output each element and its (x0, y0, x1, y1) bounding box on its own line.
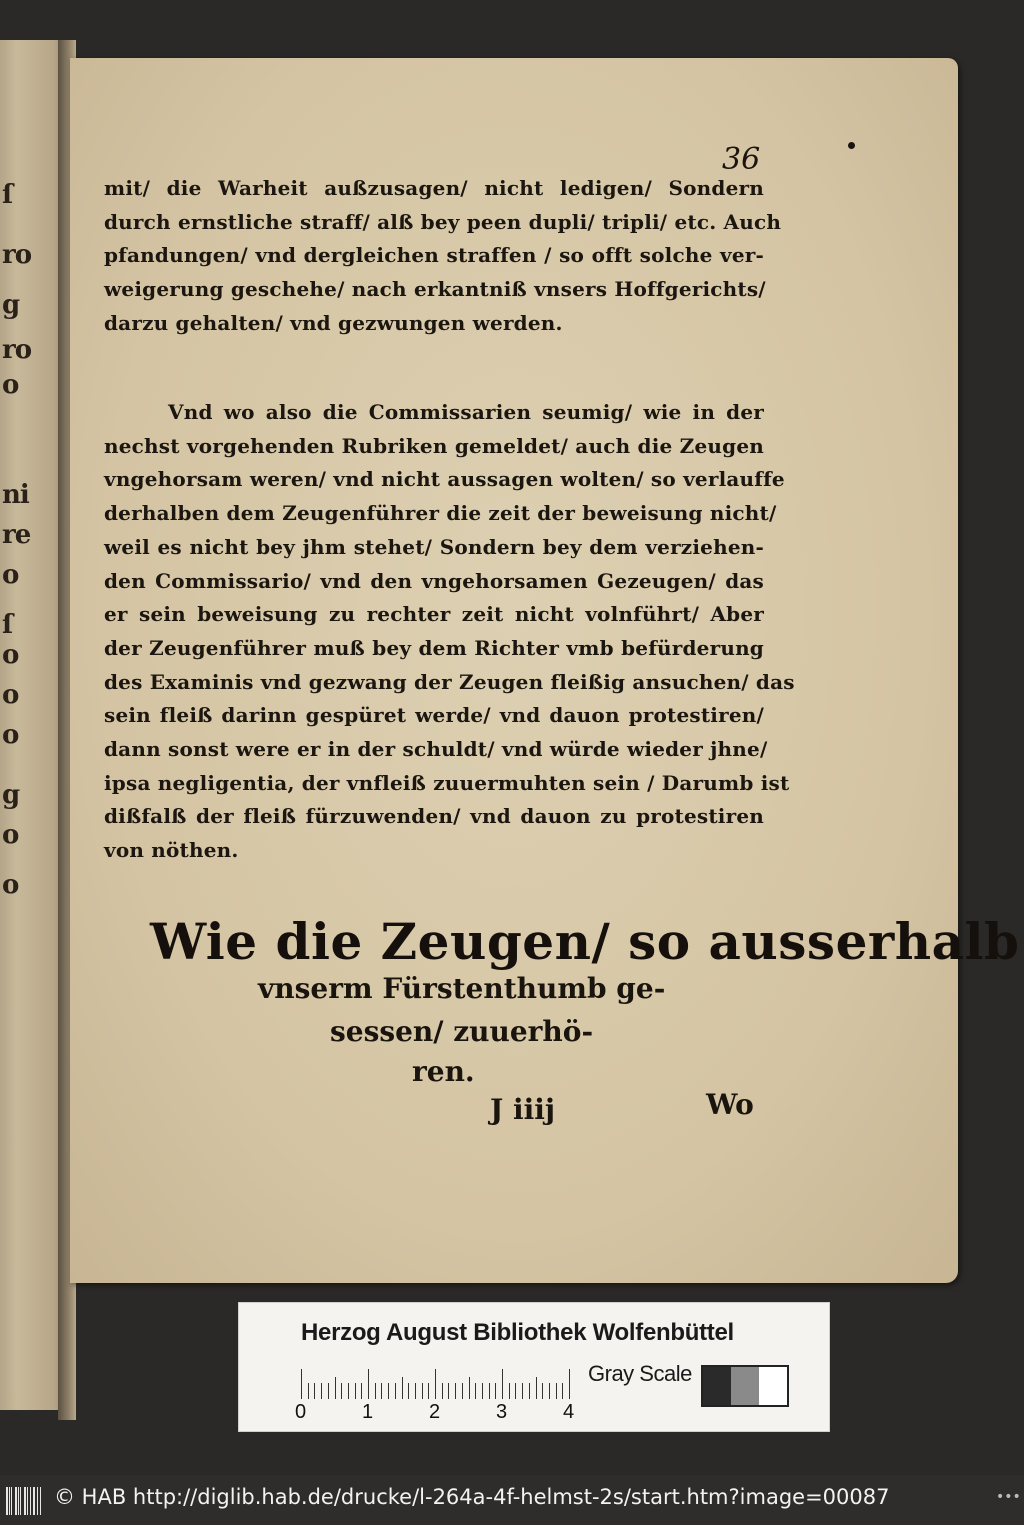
ruler-tick (375, 1383, 376, 1399)
ruler-number: 1 (362, 1401, 374, 1423)
left-page-text-fragment: ro (2, 240, 32, 270)
barcode-bar (24, 1487, 26, 1515)
left-page-text-fragment: ro (2, 335, 32, 365)
ruler-tick (462, 1383, 463, 1399)
ruler-tick (335, 1377, 336, 1399)
barcode-bar (18, 1487, 19, 1515)
text-line: den Commissario/ vnd den vngehorsamen Gezeugen/ das (104, 568, 764, 593)
text-line: des Examinis vnd gezwang der Zeugen fleißig ansuchen/ das (104, 669, 795, 694)
text-line: durch ernstliche straff/ alß bey peen dupli/ tripli/ etc. Auch (104, 209, 782, 234)
ruler-tick (422, 1383, 423, 1399)
left-page-text-fragment: ſ (2, 180, 13, 210)
ruler-tick (569, 1369, 570, 1399)
text-line: mit/ die Warheit außzusagen/ nicht ledigen/ Sondern (104, 176, 764, 200)
ruler-tick (502, 1369, 503, 1399)
ruler-tick (341, 1383, 342, 1399)
ruler-tick (556, 1383, 557, 1399)
ruler-tick (448, 1383, 449, 1399)
ruler-tick (308, 1383, 309, 1399)
ruler-tick (536, 1377, 537, 1399)
ruler-tick (442, 1383, 443, 1399)
page-number: 36 (722, 142, 761, 177)
ruler-tick (489, 1383, 490, 1399)
barcode-bar (15, 1487, 17, 1515)
scale-ruler (301, 1363, 573, 1403)
left-page-text-fragment: o (2, 640, 19, 670)
ruler-tick (482, 1383, 483, 1399)
ruler-tick (549, 1383, 550, 1399)
gray-swatch-white (759, 1367, 787, 1405)
barcode-bar (27, 1487, 28, 1515)
card-title: Herzog August Bibliothek Wolfenbüttel (301, 1319, 734, 1346)
ruler-tick (395, 1383, 396, 1399)
ruler-tick (301, 1369, 302, 1399)
section-heading-line: ren. (412, 1055, 475, 1088)
barcode-bar (6, 1487, 8, 1515)
ruler-tick (408, 1383, 409, 1399)
ruler-tick (515, 1383, 516, 1399)
barcode-bar (37, 1487, 38, 1515)
ruler-tick (381, 1383, 382, 1399)
text-line: der Zeugenführer muß bey dem Richter vmb befürderung (104, 635, 764, 660)
text-line: derhalben dem Zeugenführer die zeit der beweisung nicht/ (104, 501, 777, 526)
ruler-tick (509, 1383, 510, 1399)
text-line: dißfalß der fleiß fürzuwenden/ vnd dauon zu protestiren (104, 804, 764, 829)
ruler-number: 3 (496, 1401, 508, 1423)
section-heading-line: vnserm Fürstenthumb ge- (258, 972, 666, 1005)
more-icon[interactable]: ••• (996, 1489, 1021, 1505)
barcode-icon (6, 1487, 46, 1515)
left-page-text-fragment: o (2, 370, 19, 400)
ruler-tick (455, 1383, 456, 1399)
text-line: pfandungen/ vnd dergleichen straffen / so offt solche ver- (104, 243, 764, 268)
left-page-text-fragment: o (2, 560, 19, 590)
ruler-tick (435, 1369, 436, 1399)
ruler-tick (415, 1383, 416, 1399)
text-line: von nöthen. (104, 838, 239, 863)
barcode-bar (20, 1487, 21, 1515)
left-page-text-fragment: o (2, 680, 19, 710)
signature-mark: J iiij (490, 1093, 556, 1126)
barcode-bar (9, 1487, 10, 1515)
text-line: sein fleiß darinn gespüret werde/ vnd dauon protestiren/ (104, 703, 764, 728)
ruler-tick (475, 1383, 476, 1399)
ruler-tick (368, 1369, 369, 1399)
text-line: vngehorsam weren/ vnd nicht aussagen wolten/ so verlauffe (104, 467, 785, 492)
left-page-text-fragment: o (2, 820, 19, 850)
text-line: dann sonst were er in der schuldt/ vnd würde wieder jhne/ (104, 737, 768, 762)
ruler-number: 0 (295, 1401, 307, 1423)
left-page-text-fragment: ſ (2, 610, 13, 640)
paragraph-2 (104, 396, 795, 868)
paragraph-1 (104, 172, 782, 341)
left-page-text-fragment: g (2, 290, 20, 320)
ruler-tick (402, 1377, 403, 1399)
gray-swatch-dark (703, 1367, 731, 1405)
text-line: weil es nicht bey jhm stehet/ Sondern bey dem verziehen- (104, 534, 764, 559)
gray-swatch-mid (731, 1367, 759, 1405)
left-page-text-fragment: o (2, 720, 19, 750)
barcode-bar (11, 1487, 12, 1515)
ruler-tick (361, 1383, 362, 1399)
gray-scale-swatches (701, 1365, 789, 1407)
ruler-tick (542, 1383, 543, 1399)
left-page-text-fragment: g (2, 780, 20, 810)
text-line: Vnd wo also die Commissarien seumig/ wie in der (168, 400, 764, 424)
ruler-tick (522, 1383, 523, 1399)
text-line: nechst vorgehenden Rubriken gemeldet/ auch die Zeugen (104, 433, 764, 458)
gray-scale-label: Gray Scale (588, 1361, 692, 1386)
text-line: darzu gehalten/ vnd gezwungen werden. (104, 310, 563, 335)
ruler-tick (469, 1377, 470, 1399)
ruler-tick (562, 1383, 563, 1399)
catchword: Wo (706, 1088, 754, 1121)
ruler-tick (355, 1383, 356, 1399)
barcode-bar (30, 1487, 31, 1515)
ruler-tick (529, 1383, 530, 1399)
ruler-number: 4 (563, 1401, 575, 1423)
section-heading: Wie die Zeugen/ so ausserhalb (150, 912, 1020, 971)
section-heading-line: sessen/ zuuerhö- (330, 1015, 594, 1048)
text-line: ipsa negligentia, der vnfleiß zuuermuhten sein / Darumb ist (104, 770, 790, 795)
ruler-labels (295, 1401, 585, 1425)
text-line: weigerung geschehe/ nach erkantniß vnsers Hoffgerichts/ (104, 277, 766, 302)
ruler-tick (388, 1383, 389, 1399)
left-page-text-fragment: o (2, 870, 19, 900)
barcode-bar (40, 1487, 41, 1515)
ruler-number: 2 (429, 1401, 441, 1423)
footer-bar (0, 1475, 1024, 1525)
left-page-text-fragment: ni (2, 480, 29, 510)
text-line: er sein beweisung zu rechter zeit nicht volnführt/ Aber (104, 602, 764, 627)
ruler-tick (348, 1383, 349, 1399)
footer-url[interactable]: © HAB http://diglib.hab.de/drucke/l-264a-4f-helmst-2s/start.htm?image=00087 (54, 1485, 890, 1509)
ruler-tick (328, 1383, 329, 1399)
ruler-tick (314, 1383, 315, 1399)
ruler-tick (321, 1383, 322, 1399)
ruler-tick (495, 1383, 496, 1399)
left-page-text-fragment: re (2, 520, 31, 550)
color-reference-card (238, 1302, 830, 1432)
ink-dot (848, 142, 855, 149)
ruler-tick (428, 1383, 429, 1399)
barcode-bar (33, 1487, 35, 1515)
